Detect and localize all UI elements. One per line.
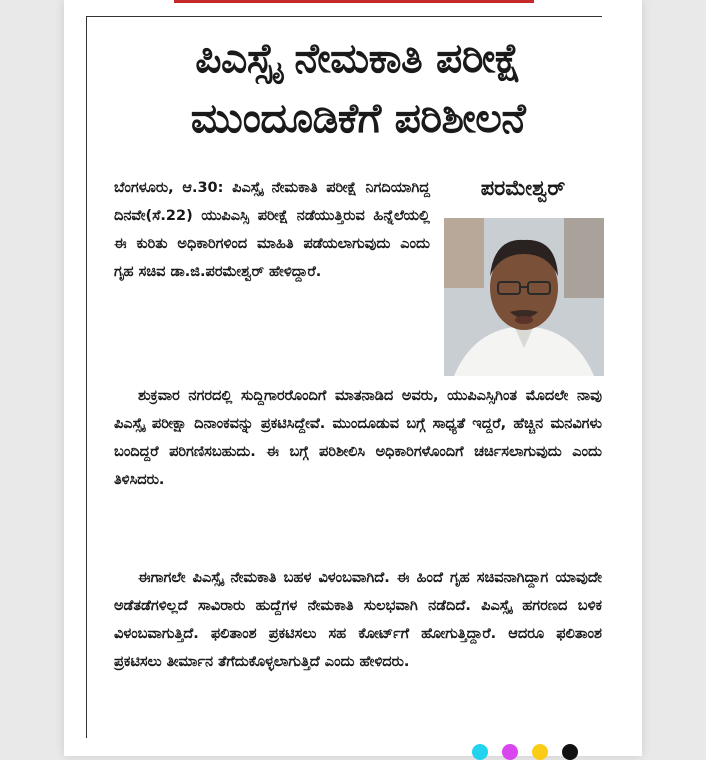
headline: [108, 28, 608, 148]
headline-line-1: ಪಿಎಸ್ಸೈ ನೇಮಕಾತಿ ಪರೀಕ್ಷೆ: [195, 34, 521, 82]
portrait-photo: [444, 218, 604, 376]
registration-dot-black-icon: [562, 744, 578, 760]
photo-caption: ಪರಮೇಶ್ವರ್: [480, 176, 566, 200]
registration-dot-yellow-icon: [532, 744, 548, 760]
portrait-photo-icon: [444, 218, 604, 376]
paragraph-1: ಬೆಂಗಳೂರು, ಆ.30: ಪಿಎಸ್ಸೈ ನೇಮಕಾತಿ ಪರೀಕ್ಷೆ ನಿಗದಿಯಾಗಿದ್ದ ದಿನವೇ(ಸೆ.22) ಯುಪಿಎಸ್ಸಿ ಪರೀಕ್ಷೆ ನಡೆಯುತ್ತಿರುವ ಹಿನ್ನೆಲೆಯಲ್ಲಿ ಈ ಕುರಿತು ಅಧಿಕಾರಿಗಳಿಂದ ಮಾಹಿತಿ ಪಡೆಯಲಾಗುವುದು ಎಂದು ಗೃಹ ಸಚಿವ ಡಾ.ಜಿ.ಪರಮೇಶ್ವರ್ ಹೇಳಿದ್ದಾರೆ.: [114, 180, 430, 280]
paragraph-3: ಈಗಾಗಲೇ ಪಿಎಸ್ಸೈ ನೇಮಕಾತಿ ಬಹಳ ವಿಳಂಬವಾಗಿದೆ. ಈ ಹಿಂದೆ ಗೃಹ ಸಚಿವನಾಗಿದ್ದಾಗ ಯಾವುದೇ ಅಡೆತಡೆಗಳಿಲ್ಲದೆ ಸಾವಿರಾರು ಹುದ್ದೆಗಳ ನೇಮಕಾತಿ ಸುಲಭವಾಗಿ ನಡೆದಿದೆ. ಪಿಎಸ್ಸೈ ಹಗರಣದ ಬಳಿಕ ವಿಳಂಬವಾಗುತ್ತಿದೆ. ಫಲಿತಾಂಶ ಪ್ರಕಟಿಸಲು ಸಹ ಕೋರ್ಟ್‌ಗೆ ಹೋಗುತ್ತಿದ್ದಾರೆ. ಆದರೂ ಫಲಿತಾಂಶ ಪ್ರಕಟಿಸಲು ತೀರ್ಮಾನ ತೆಗೆದುಕೊಳ್ಳಲಾಗುತ್ತಿದೆ ಎಂದು ಹೇಳಿದರು.: [114, 570, 602, 670]
column-rule-horizontal: [86, 16, 602, 17]
registration-dot-cyan-icon: [472, 744, 488, 760]
registration-dot-magenta-icon: [502, 744, 518, 760]
paragraph-2: ಶುಕ್ರವಾರ ನಗರದಲ್ಲಿ ಸುದ್ದಿಗಾರರೊಂದಿಗೆ ಮಾತನಾಡಿದ ಅವರು, ಯುಪಿಎಸ್ಸಿಗಿಂತ ಮೊದಲೇ ನಾವು ಪಿಎಸ್ಸೈ ಪರೀಕ್ಷಾ ದಿನಾಂಕವನ್ನು ಪ್ರಕಟಿಸಿದ್ದೇವೆ. ಮುಂದೂಡುವ ಬಗ್ಗೆ ಸಾಧ್ಯತೆ ಇದ್ದರೆ, ಹೆಚ್ಚಿನ ಮನವಿಗಳು ಬಂದಿದ್ದರೆ ಪರಿಗಣಿಸಬಹುದು. ಈ ಬಗ್ಗೆ ಪರಿಶೀಲಿಸಿ ಅಧಿಕಾರಿಗಳೊಂದಿಗೆ ಚರ್ಚಿಸಲಾಗುವುದು ಎಂದು ತಿಳಿಸಿದರು.: [114, 388, 602, 488]
registration-dots: [472, 744, 592, 756]
column-rule-vertical: [86, 16, 87, 738]
top-accent-strip: [174, 0, 534, 3]
newspaper-clipping: [64, 0, 642, 756]
headline-line-2: ಮುಂದೂಡಿಕೆಗೆ ಪರಿಶೀಲನೆ: [190, 94, 526, 142]
